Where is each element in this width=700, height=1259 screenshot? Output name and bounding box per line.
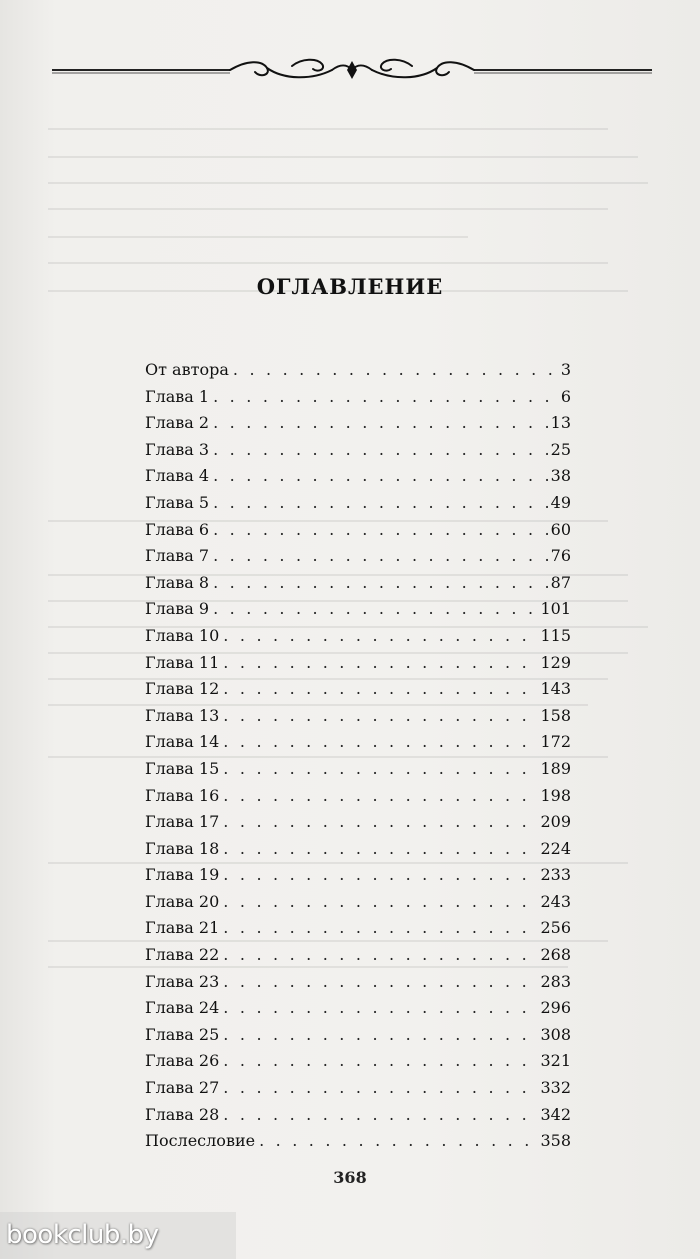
dot-leader — [213, 384, 558, 411]
toc-entry-label: От автора — [145, 360, 229, 379]
toc-entry — [145, 942, 571, 969]
toc-entry — [145, 969, 571, 996]
toc-entry — [145, 703, 571, 730]
toc-entry-page: 115 — [540, 625, 571, 645]
toc-entry-page: 76 — [550, 546, 571, 566]
toc-entry-label: Глава 15 — [145, 758, 220, 778]
toc-entry — [145, 1022, 571, 1049]
toc-entry-label: Глава 6 — [145, 519, 210, 539]
toc-entry-page: 342 — [540, 1104, 571, 1124]
dot-leader — [223, 915, 537, 942]
watermark-text: bookclub.by — [6, 1220, 159, 1250]
toc-entry-label: Глава 21 — [145, 918, 220, 938]
dot-leader — [223, 623, 537, 650]
dot-leader — [223, 862, 537, 889]
toc-entry-label: Глава 11 — [145, 652, 220, 672]
toc-entry-page: 189 — [540, 758, 571, 778]
toc-entry-page: 308 — [540, 1024, 571, 1044]
toc-entry-page: 129 — [540, 652, 571, 672]
toc-entry-page: 243 — [540, 891, 571, 911]
toc-entry-label: Глава 14 — [145, 732, 220, 752]
toc-entry — [145, 676, 571, 703]
toc-entry — [145, 729, 571, 756]
toc-entry-page: 3 — [560, 360, 571, 379]
dot-leader — [213, 517, 548, 544]
flourish-divider-icon — [52, 56, 652, 84]
toc-entry-page: 143 — [540, 679, 571, 699]
toc-entry-label: Глава 26 — [145, 1051, 220, 1071]
toc-entry-page: 172 — [540, 732, 571, 752]
toc-entry — [145, 1048, 571, 1075]
toc-entry-page: 87 — [550, 572, 571, 592]
toc-entry — [145, 543, 571, 570]
dot-leader — [213, 596, 537, 623]
toc-title: ОГЛАВЛЕНИЕ — [256, 274, 444, 299]
toc-entry-page: 209 — [540, 812, 571, 832]
toc-entry — [145, 410, 571, 437]
toc-entry-label: Глава 2 — [145, 413, 210, 433]
dot-leader — [213, 490, 548, 517]
toc-entry — [145, 357, 571, 384]
toc-entry — [145, 570, 571, 597]
toc-entry-label: Глава 13 — [145, 705, 220, 725]
dot-leader — [223, 1075, 537, 1102]
toc-entry — [145, 783, 571, 810]
toc-entry-label: Глава 23 — [145, 971, 220, 991]
toc-entry-label: Глава 4 — [145, 466, 210, 486]
toc-entry-label: Глава 28 — [145, 1104, 220, 1124]
toc-entry-label: Глава 17 — [145, 812, 220, 832]
toc-entry-label: Глава 19 — [145, 865, 220, 885]
toc-entry-page: 268 — [540, 945, 571, 965]
toc-entry-page: 332 — [540, 1078, 571, 1098]
toc-entry — [145, 437, 571, 464]
toc-entry — [145, 1075, 571, 1102]
dot-leader — [223, 836, 537, 863]
dot-leader — [223, 969, 537, 996]
toc-entry-label: Глава 25 — [145, 1024, 220, 1044]
toc-entry — [145, 995, 571, 1022]
toc-entry — [145, 889, 571, 916]
toc-entry — [145, 836, 571, 863]
toc-entry — [145, 623, 571, 650]
toc-entry — [145, 1102, 571, 1129]
toc-entry — [145, 915, 571, 942]
toc-entry — [145, 490, 571, 517]
toc-entry — [145, 384, 571, 411]
dot-leader — [223, 783, 537, 810]
watermark — [0, 1212, 236, 1259]
toc-entry — [145, 596, 571, 623]
dot-leader — [213, 543, 548, 570]
toc-entry-label: Глава 22 — [145, 945, 220, 965]
toc-entry-page: 256 — [540, 918, 571, 938]
dot-leader — [223, 995, 537, 1022]
toc-entry — [145, 463, 571, 490]
dot-leader — [233, 357, 558, 384]
dot-leader — [223, 756, 537, 783]
toc-entry-label: Глава 1 — [145, 386, 210, 406]
dot-leader — [223, 703, 537, 730]
toc-entry-label: Глава 27 — [145, 1078, 220, 1098]
dot-leader — [213, 570, 548, 597]
toc-entry-label: Глава 16 — [145, 785, 220, 805]
toc-entry-page: 283 — [540, 971, 571, 991]
toc-entry-page: 13 — [550, 413, 571, 433]
toc-entry-page: 158 — [540, 705, 571, 725]
toc-entry — [145, 756, 571, 783]
toc-entry-page: 49 — [550, 492, 571, 512]
dot-leader — [223, 1048, 537, 1075]
toc-entry — [145, 862, 571, 889]
toc-entry-page: 224 — [540, 838, 571, 858]
toc-entry-label: Глава 3 — [145, 439, 210, 459]
toc-entry — [145, 809, 571, 836]
dot-leader — [223, 1022, 537, 1049]
toc-entry-page: 25 — [550, 439, 571, 459]
toc-entry-label: Глава 20 — [145, 891, 220, 911]
dot-leader — [213, 437, 548, 464]
toc-entry-page: 38 — [550, 466, 571, 486]
toc-entry-page: 60 — [550, 519, 571, 539]
page-number: 368 — [333, 1168, 367, 1187]
dot-leader — [223, 889, 537, 916]
toc-entry — [145, 1128, 571, 1155]
toc-entry-page: 6 — [560, 386, 571, 406]
toc-entry-label: Глава 24 — [145, 998, 220, 1018]
dot-leader — [223, 809, 537, 836]
toc-entry-label: Глава 9 — [145, 599, 210, 619]
toc-entry-page: 101 — [540, 599, 571, 619]
dot-leader — [223, 729, 537, 756]
toc-entry — [145, 517, 571, 544]
toc-entry-label: Глава 12 — [145, 679, 220, 699]
toc-entry-page: 358 — [540, 1131, 571, 1151]
toc-list — [145, 357, 571, 1155]
toc-entry-page: 321 — [540, 1051, 571, 1071]
dot-leader — [223, 1102, 537, 1129]
toc-entry-page: 233 — [540, 865, 571, 885]
toc-entry-label: Глава 5 — [145, 492, 210, 512]
dot-leader — [259, 1128, 537, 1155]
toc-entry — [145, 650, 571, 677]
dot-leader — [223, 650, 537, 677]
toc-entry-label: Глава 7 — [145, 546, 210, 566]
dot-leader — [223, 942, 537, 969]
toc-entry-page: 296 — [540, 998, 571, 1018]
toc-entry-label: Глава 18 — [145, 838, 220, 858]
dot-leader — [223, 676, 537, 703]
toc-entry-label: Послесловие — [145, 1131, 256, 1151]
toc-entry-label: Глава 10 — [145, 625, 220, 645]
toc-entry-label: Глава 8 — [145, 572, 210, 592]
dot-leader — [213, 410, 548, 437]
dot-leader — [213, 463, 548, 490]
toc-entry-page: 198 — [540, 785, 571, 805]
